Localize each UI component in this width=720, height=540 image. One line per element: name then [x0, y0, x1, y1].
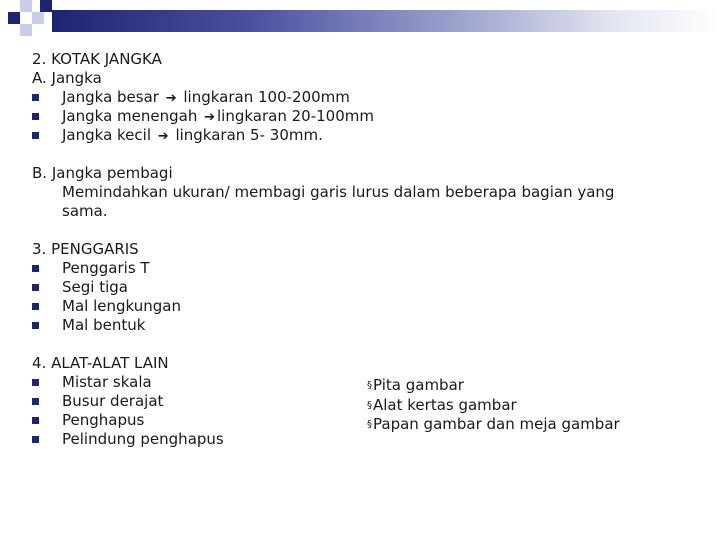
list-item: §Alat kertas gambar	[367, 395, 517, 414]
subheading-b: B. Jangka pembagi	[32, 164, 173, 182]
subheading-a: A. Jangka	[32, 69, 102, 87]
right-arrow-icon: ➔	[204, 110, 216, 125]
list-item: Penggaris T	[32, 259, 692, 278]
square-bullet-icon	[32, 132, 39, 139]
decor-square	[8, 12, 20, 24]
section-marker-icon: §	[367, 419, 372, 430]
subheading-b-description: Memindahkan ukuran/ membagi garis lurus dalam beberapa bagian yang sama.	[62, 183, 615, 220]
section-4-heading: 4. ALAT-ALAT LAIN	[32, 354, 169, 372]
list-item: Penghapus	[32, 411, 692, 430]
list-item: Mal bentuk	[32, 316, 692, 335]
header-gradient-bar	[52, 10, 720, 32]
decor-square	[20, 0, 32, 12]
list-item: Pelindung penghapus	[32, 430, 692, 449]
square-bullet-icon	[32, 265, 39, 272]
list-item: Mal lengkungan	[32, 297, 692, 316]
list-item: §Pita gambar	[367, 376, 464, 394]
list-item: §Papan gambar dan meja gambar	[367, 415, 620, 433]
decor-square	[32, 12, 44, 24]
decor-square	[20, 24, 32, 36]
list-item: Segi tiga	[32, 278, 692, 297]
square-bullet-icon	[32, 113, 39, 120]
square-bullet-icon	[32, 379, 39, 386]
square-bullet-icon	[32, 398, 39, 405]
decor-square	[40, 0, 52, 12]
square-bullet-icon	[32, 284, 39, 291]
section-3-heading: 3. PENGGARIS	[32, 240, 139, 258]
section-4-right-list	[367, 376, 620, 435]
list-item: Jangka menengah ➔ lingkaran 20-100mm	[32, 107, 692, 126]
section-2-heading: 2. KOTAK JANGKA	[32, 50, 162, 68]
section-marker-icon: §	[367, 380, 372, 391]
list-item: Jangka kecil ➔ lingkaran 5- 30mm.	[32, 126, 692, 145]
square-bullet-icon	[32, 417, 39, 424]
list-item: Mistar skala	[32, 373, 692, 392]
square-bullet-icon	[32, 322, 39, 329]
square-bullet-icon	[32, 303, 39, 310]
right-arrow-icon: ➔	[157, 129, 169, 144]
list-item: Busur derajat	[32, 392, 692, 411]
header-decoration	[0, 0, 720, 40]
right-arrow-icon: ➔	[165, 91, 177, 106]
square-bullet-icon	[32, 436, 39, 443]
square-bullet-icon	[32, 94, 39, 101]
section-marker-icon: §	[367, 399, 372, 411]
list-item: Jangka besar ➔ lingkaran 100-200mm	[32, 88, 692, 107]
